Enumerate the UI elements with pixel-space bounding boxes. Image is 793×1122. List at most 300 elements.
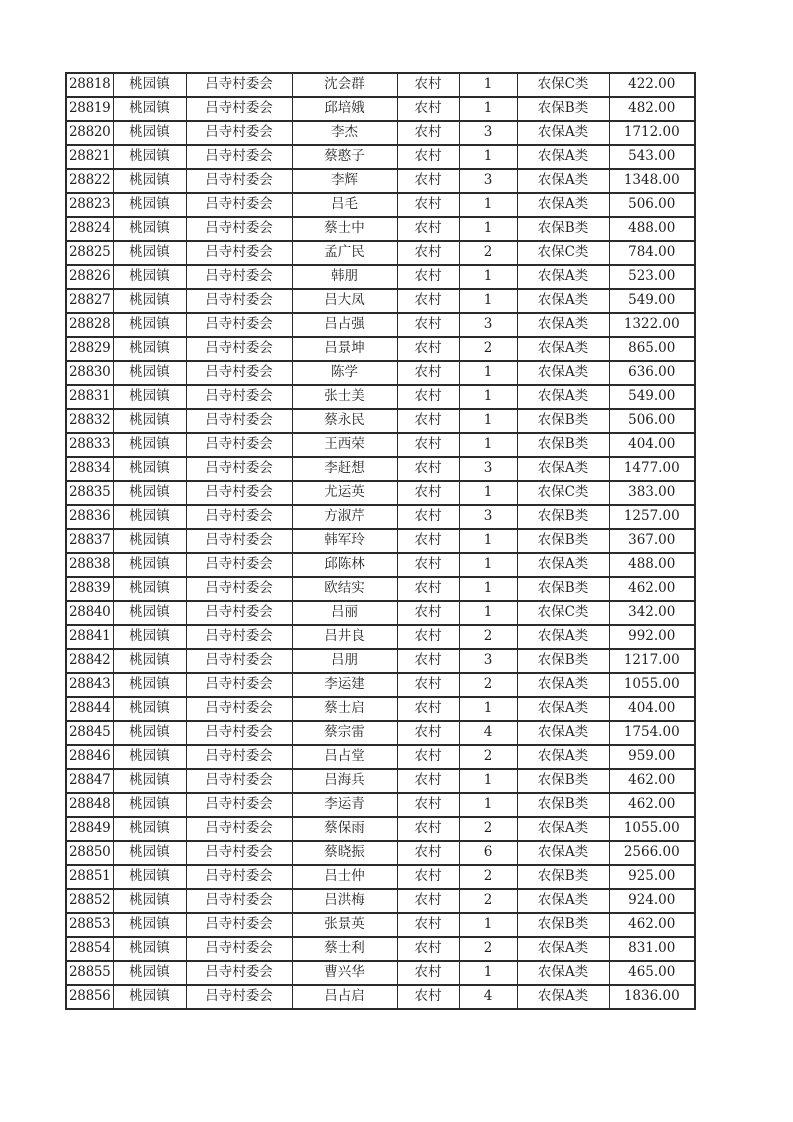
cell-amount: 462.00 bbox=[609, 913, 695, 937]
cell-town: 桃园镇 bbox=[113, 457, 186, 481]
cell-residence: 农村 bbox=[397, 817, 459, 841]
cell-residence: 农村 bbox=[397, 721, 459, 745]
cell-amount: 465.00 bbox=[609, 961, 695, 985]
table-row bbox=[66, 193, 695, 217]
cell-village: 吕寺村委会 bbox=[186, 745, 292, 769]
cell-village: 吕寺村委会 bbox=[186, 361, 292, 385]
cell-town: 桃园镇 bbox=[113, 841, 186, 865]
cell-category: 农保A类 bbox=[517, 841, 609, 865]
cell-amount: 462.00 bbox=[609, 793, 695, 817]
cell-category: 农保A类 bbox=[517, 721, 609, 745]
cell-village: 吕寺村委会 bbox=[186, 505, 292, 529]
cell-amount: 342.00 bbox=[609, 601, 695, 625]
cell-town: 桃园镇 bbox=[113, 385, 186, 409]
cell-town: 桃园镇 bbox=[113, 361, 186, 385]
cell-count: 1 bbox=[459, 697, 517, 721]
cell-count: 3 bbox=[459, 313, 517, 337]
cell-category: 农保A类 bbox=[517, 961, 609, 985]
cell-count: 2 bbox=[459, 937, 517, 961]
cell-name: 吕毛 bbox=[292, 193, 397, 217]
cell-residence: 农村 bbox=[397, 97, 459, 121]
cell-id: 28851 bbox=[66, 865, 113, 889]
cell-village: 吕寺村委会 bbox=[186, 553, 292, 577]
cell-name: 王西荣 bbox=[292, 433, 397, 457]
cell-name: 李辉 bbox=[292, 169, 397, 193]
cell-id: 28831 bbox=[66, 385, 113, 409]
table-row bbox=[66, 121, 695, 145]
cell-village: 吕寺村委会 bbox=[186, 649, 292, 673]
cell-amount: 1348.00 bbox=[609, 169, 695, 193]
cell-town: 桃园镇 bbox=[113, 649, 186, 673]
cell-residence: 农村 bbox=[397, 697, 459, 721]
cell-count: 3 bbox=[459, 649, 517, 673]
cell-count: 2 bbox=[459, 673, 517, 697]
cell-category: 农保B类 bbox=[517, 913, 609, 937]
table-row bbox=[66, 961, 695, 985]
cell-count: 2 bbox=[459, 241, 517, 265]
cell-id: 28835 bbox=[66, 481, 113, 505]
cell-town: 桃园镇 bbox=[113, 601, 186, 625]
cell-name: 孟广民 bbox=[292, 241, 397, 265]
cell-village: 吕寺村委会 bbox=[186, 481, 292, 505]
cell-category: 农保A类 bbox=[517, 673, 609, 697]
cell-amount: 383.00 bbox=[609, 481, 695, 505]
cell-village: 吕寺村委会 bbox=[186, 889, 292, 913]
cell-category: 农保B类 bbox=[517, 505, 609, 529]
cell-residence: 农村 bbox=[397, 169, 459, 193]
cell-amount: 488.00 bbox=[609, 217, 695, 241]
cell-amount: 462.00 bbox=[609, 769, 695, 793]
cell-residence: 农村 bbox=[397, 145, 459, 169]
cell-id: 28847 bbox=[66, 769, 113, 793]
cell-category: 农保B类 bbox=[517, 433, 609, 457]
cell-town: 桃园镇 bbox=[113, 337, 186, 361]
cell-amount: 1055.00 bbox=[609, 817, 695, 841]
cell-category: 农保A类 bbox=[517, 937, 609, 961]
cell-name: 吕海兵 bbox=[292, 769, 397, 793]
cell-name: 沈会群 bbox=[292, 73, 397, 97]
cell-id: 28855 bbox=[66, 961, 113, 985]
cell-town: 桃园镇 bbox=[113, 673, 186, 697]
cell-village: 吕寺村委会 bbox=[186, 457, 292, 481]
cell-residence: 农村 bbox=[397, 625, 459, 649]
cell-id: 28842 bbox=[66, 649, 113, 673]
table-row bbox=[66, 697, 695, 721]
cell-category: 农保A类 bbox=[517, 457, 609, 481]
cell-name: 蔡士启 bbox=[292, 697, 397, 721]
cell-name: 吕占启 bbox=[292, 985, 397, 1009]
cell-id: 28850 bbox=[66, 841, 113, 865]
cell-residence: 农村 bbox=[397, 793, 459, 817]
cell-village: 吕寺村委会 bbox=[186, 217, 292, 241]
cell-count: 2 bbox=[459, 889, 517, 913]
cell-category: 农保A类 bbox=[517, 553, 609, 577]
cell-amount: 925.00 bbox=[609, 865, 695, 889]
cell-village: 吕寺村委会 bbox=[186, 265, 292, 289]
cell-village: 吕寺村委会 bbox=[186, 289, 292, 313]
cell-name: 蔡宗雷 bbox=[292, 721, 397, 745]
cell-residence: 农村 bbox=[397, 433, 459, 457]
cell-residence: 农村 bbox=[397, 841, 459, 865]
cell-residence: 农村 bbox=[397, 193, 459, 217]
cell-amount: 865.00 bbox=[609, 337, 695, 361]
cell-id: 28839 bbox=[66, 577, 113, 601]
payment-table-body bbox=[66, 73, 695, 1009]
cell-village: 吕寺村委会 bbox=[186, 121, 292, 145]
cell-id: 28849 bbox=[66, 817, 113, 841]
cell-category: 农保B类 bbox=[517, 409, 609, 433]
table-row bbox=[66, 73, 695, 97]
cell-name: 韩朋 bbox=[292, 265, 397, 289]
table-row bbox=[66, 385, 695, 409]
cell-count: 1 bbox=[459, 433, 517, 457]
cell-category: 农保A类 bbox=[517, 313, 609, 337]
cell-amount: 422.00 bbox=[609, 73, 695, 97]
cell-name: 吕丽 bbox=[292, 601, 397, 625]
cell-id: 28826 bbox=[66, 265, 113, 289]
cell-count: 1 bbox=[459, 961, 517, 985]
cell-count: 1 bbox=[459, 529, 517, 553]
cell-town: 桃园镇 bbox=[113, 433, 186, 457]
cell-residence: 农村 bbox=[397, 961, 459, 985]
cell-id: 28832 bbox=[66, 409, 113, 433]
cell-amount: 404.00 bbox=[609, 433, 695, 457]
table-row bbox=[66, 913, 695, 937]
table-row bbox=[66, 265, 695, 289]
table-row bbox=[66, 745, 695, 769]
cell-count: 1 bbox=[459, 289, 517, 313]
cell-name: 吕大凤 bbox=[292, 289, 397, 313]
cell-name: 邱培娥 bbox=[292, 97, 397, 121]
cell-town: 桃园镇 bbox=[113, 697, 186, 721]
cell-town: 桃园镇 bbox=[113, 577, 186, 601]
cell-name: 蔡憨子 bbox=[292, 145, 397, 169]
cell-id: 28830 bbox=[66, 361, 113, 385]
cell-id: 28818 bbox=[66, 73, 113, 97]
cell-name: 蔡永民 bbox=[292, 409, 397, 433]
cell-count: 3 bbox=[459, 505, 517, 529]
table-row bbox=[66, 817, 695, 841]
cell-id: 28825 bbox=[66, 241, 113, 265]
cell-name: 蔡士利 bbox=[292, 937, 397, 961]
cell-residence: 农村 bbox=[397, 457, 459, 481]
table-row bbox=[66, 601, 695, 625]
cell-amount: 506.00 bbox=[609, 409, 695, 433]
cell-village: 吕寺村委会 bbox=[186, 937, 292, 961]
cell-town: 桃园镇 bbox=[113, 745, 186, 769]
cell-village: 吕寺村委会 bbox=[186, 313, 292, 337]
cell-category: 农保A类 bbox=[517, 361, 609, 385]
cell-name: 尤运英 bbox=[292, 481, 397, 505]
cell-name: 吕朋 bbox=[292, 649, 397, 673]
cell-village: 吕寺村委会 bbox=[186, 97, 292, 121]
cell-residence: 农村 bbox=[397, 481, 459, 505]
table-row bbox=[66, 937, 695, 961]
cell-id: 28838 bbox=[66, 553, 113, 577]
cell-amount: 636.00 bbox=[609, 361, 695, 385]
cell-category: 农保A类 bbox=[517, 169, 609, 193]
cell-count: 1 bbox=[459, 409, 517, 433]
table-row bbox=[66, 145, 695, 169]
cell-village: 吕寺村委会 bbox=[186, 409, 292, 433]
cell-id: 28843 bbox=[66, 673, 113, 697]
cell-amount: 1712.00 bbox=[609, 121, 695, 145]
cell-name: 欧结实 bbox=[292, 577, 397, 601]
cell-category: 农保B类 bbox=[517, 649, 609, 673]
cell-name: 李运青 bbox=[292, 793, 397, 817]
table-row bbox=[66, 793, 695, 817]
cell-category: 农保C类 bbox=[517, 601, 609, 625]
cell-town: 桃园镇 bbox=[113, 145, 186, 169]
table-row bbox=[66, 529, 695, 553]
cell-category: 农保B类 bbox=[517, 217, 609, 241]
cell-id: 28856 bbox=[66, 985, 113, 1009]
cell-town: 桃园镇 bbox=[113, 961, 186, 985]
cell-id: 28833 bbox=[66, 433, 113, 457]
cell-village: 吕寺村委会 bbox=[186, 673, 292, 697]
cell-town: 桃园镇 bbox=[113, 817, 186, 841]
cell-amount: 2566.00 bbox=[609, 841, 695, 865]
cell-amount: 1477.00 bbox=[609, 457, 695, 481]
table-row bbox=[66, 97, 695, 121]
cell-town: 桃园镇 bbox=[113, 265, 186, 289]
cell-name: 李运建 bbox=[292, 673, 397, 697]
cell-residence: 农村 bbox=[397, 121, 459, 145]
cell-id: 28845 bbox=[66, 721, 113, 745]
cell-town: 桃园镇 bbox=[113, 793, 186, 817]
cell-village: 吕寺村委会 bbox=[186, 697, 292, 721]
cell-town: 桃园镇 bbox=[113, 313, 186, 337]
cell-residence: 农村 bbox=[397, 577, 459, 601]
cell-id: 28846 bbox=[66, 745, 113, 769]
table-row bbox=[66, 409, 695, 433]
cell-count: 1 bbox=[459, 481, 517, 505]
cell-category: 农保A类 bbox=[517, 745, 609, 769]
cell-category: 农保A类 bbox=[517, 817, 609, 841]
cell-residence: 农村 bbox=[397, 769, 459, 793]
cell-town: 桃园镇 bbox=[113, 217, 186, 241]
cell-count: 2 bbox=[459, 745, 517, 769]
cell-count: 2 bbox=[459, 865, 517, 889]
cell-category: 农保B类 bbox=[517, 865, 609, 889]
cell-category: 农保A类 bbox=[517, 337, 609, 361]
cell-town: 桃园镇 bbox=[113, 193, 186, 217]
cell-residence: 农村 bbox=[397, 553, 459, 577]
cell-name: 邱陈林 bbox=[292, 553, 397, 577]
cell-count: 1 bbox=[459, 553, 517, 577]
cell-category: 农保A类 bbox=[517, 625, 609, 649]
cell-residence: 农村 bbox=[397, 745, 459, 769]
cell-count: 3 bbox=[459, 169, 517, 193]
cell-id: 28837 bbox=[66, 529, 113, 553]
cell-amount: 1754.00 bbox=[609, 721, 695, 745]
cell-amount: 784.00 bbox=[609, 241, 695, 265]
cell-id: 28852 bbox=[66, 889, 113, 913]
payment-table bbox=[65, 72, 696, 1010]
cell-amount: 924.00 bbox=[609, 889, 695, 913]
cell-name: 张景英 bbox=[292, 913, 397, 937]
cell-name: 曹兴华 bbox=[292, 961, 397, 985]
cell-village: 吕寺村委会 bbox=[186, 961, 292, 985]
cell-town: 桃园镇 bbox=[113, 889, 186, 913]
cell-residence: 农村 bbox=[397, 889, 459, 913]
cell-town: 桃园镇 bbox=[113, 937, 186, 961]
cell-residence: 农村 bbox=[397, 985, 459, 1009]
cell-category: 农保A类 bbox=[517, 889, 609, 913]
table-row bbox=[66, 169, 695, 193]
cell-name: 吕占堂 bbox=[292, 745, 397, 769]
cell-village: 吕寺村委会 bbox=[186, 817, 292, 841]
cell-town: 桃园镇 bbox=[113, 721, 186, 745]
cell-category: 农保A类 bbox=[517, 265, 609, 289]
cell-category: 农保B类 bbox=[517, 793, 609, 817]
cell-count: 6 bbox=[459, 841, 517, 865]
cell-id: 28834 bbox=[66, 457, 113, 481]
table-row bbox=[66, 889, 695, 913]
table-row bbox=[66, 721, 695, 745]
cell-count: 2 bbox=[459, 625, 517, 649]
cell-id: 28844 bbox=[66, 697, 113, 721]
cell-count: 2 bbox=[459, 337, 517, 361]
cell-count: 1 bbox=[459, 361, 517, 385]
cell-residence: 农村 bbox=[397, 289, 459, 313]
table-row bbox=[66, 481, 695, 505]
cell-count: 4 bbox=[459, 985, 517, 1009]
cell-amount: 367.00 bbox=[609, 529, 695, 553]
cell-count: 1 bbox=[459, 193, 517, 217]
cell-residence: 农村 bbox=[397, 313, 459, 337]
cell-count: 1 bbox=[459, 145, 517, 169]
cell-id: 28822 bbox=[66, 169, 113, 193]
cell-id: 28841 bbox=[66, 625, 113, 649]
table-row bbox=[66, 865, 695, 889]
cell-amount: 1836.00 bbox=[609, 985, 695, 1009]
cell-town: 桃园镇 bbox=[113, 73, 186, 97]
cell-village: 吕寺村委会 bbox=[186, 433, 292, 457]
cell-category: 农保A类 bbox=[517, 145, 609, 169]
cell-village: 吕寺村委会 bbox=[186, 601, 292, 625]
cell-amount: 482.00 bbox=[609, 97, 695, 121]
cell-count: 1 bbox=[459, 97, 517, 121]
cell-town: 桃园镇 bbox=[113, 481, 186, 505]
cell-residence: 农村 bbox=[397, 217, 459, 241]
cell-village: 吕寺村委会 bbox=[186, 241, 292, 265]
cell-name: 蔡保雨 bbox=[292, 817, 397, 841]
cell-village: 吕寺村委会 bbox=[186, 193, 292, 217]
cell-residence: 农村 bbox=[397, 361, 459, 385]
cell-amount: 549.00 bbox=[609, 289, 695, 313]
table-row bbox=[66, 457, 695, 481]
cell-count: 1 bbox=[459, 793, 517, 817]
cell-count: 1 bbox=[459, 265, 517, 289]
cell-town: 桃园镇 bbox=[113, 985, 186, 1009]
cell-residence: 农村 bbox=[397, 865, 459, 889]
cell-name: 吕洪梅 bbox=[292, 889, 397, 913]
table-row bbox=[66, 553, 695, 577]
table-row bbox=[66, 985, 695, 1009]
cell-category: 农保A类 bbox=[517, 697, 609, 721]
cell-id: 28854 bbox=[66, 937, 113, 961]
table-row bbox=[66, 433, 695, 457]
cell-name: 蔡晓振 bbox=[292, 841, 397, 865]
cell-name: 李杰 bbox=[292, 121, 397, 145]
cell-id: 28821 bbox=[66, 145, 113, 169]
cell-id: 28819 bbox=[66, 97, 113, 121]
cell-name: 李赶想 bbox=[292, 457, 397, 481]
cell-count: 1 bbox=[459, 913, 517, 937]
cell-town: 桃园镇 bbox=[113, 169, 186, 193]
cell-village: 吕寺村委会 bbox=[186, 337, 292, 361]
cell-village: 吕寺村委会 bbox=[186, 913, 292, 937]
cell-residence: 农村 bbox=[397, 673, 459, 697]
cell-amount: 543.00 bbox=[609, 145, 695, 169]
cell-amount: 1217.00 bbox=[609, 649, 695, 673]
cell-count: 3 bbox=[459, 121, 517, 145]
cell-amount: 549.00 bbox=[609, 385, 695, 409]
cell-amount: 1257.00 bbox=[609, 505, 695, 529]
cell-name: 张士美 bbox=[292, 385, 397, 409]
cell-town: 桃园镇 bbox=[113, 865, 186, 889]
cell-village: 吕寺村委会 bbox=[186, 841, 292, 865]
cell-town: 桃园镇 bbox=[113, 409, 186, 433]
table-row bbox=[66, 673, 695, 697]
cell-residence: 农村 bbox=[397, 529, 459, 553]
cell-category: 农保B类 bbox=[517, 769, 609, 793]
cell-id: 28848 bbox=[66, 793, 113, 817]
cell-count: 1 bbox=[459, 217, 517, 241]
cell-village: 吕寺村委会 bbox=[186, 169, 292, 193]
cell-residence: 农村 bbox=[397, 241, 459, 265]
cell-residence: 农村 bbox=[397, 601, 459, 625]
table-row bbox=[66, 577, 695, 601]
cell-category: 农保C类 bbox=[517, 481, 609, 505]
cell-category: 农保B类 bbox=[517, 529, 609, 553]
cell-amount: 959.00 bbox=[609, 745, 695, 769]
cell-village: 吕寺村委会 bbox=[186, 625, 292, 649]
cell-town: 桃园镇 bbox=[113, 529, 186, 553]
cell-count: 1 bbox=[459, 73, 517, 97]
cell-id: 28853 bbox=[66, 913, 113, 937]
cell-amount: 1055.00 bbox=[609, 673, 695, 697]
table-row bbox=[66, 241, 695, 265]
cell-category: 农保B类 bbox=[517, 97, 609, 121]
cell-name: 吕占强 bbox=[292, 313, 397, 337]
cell-id: 28824 bbox=[66, 217, 113, 241]
cell-residence: 农村 bbox=[397, 265, 459, 289]
table-row bbox=[66, 505, 695, 529]
cell-count: 2 bbox=[459, 817, 517, 841]
cell-amount: 523.00 bbox=[609, 265, 695, 289]
cell-village: 吕寺村委会 bbox=[186, 529, 292, 553]
cell-id: 28829 bbox=[66, 337, 113, 361]
cell-category: 农保A类 bbox=[517, 289, 609, 313]
cell-count: 1 bbox=[459, 601, 517, 625]
cell-category: 农保A类 bbox=[517, 193, 609, 217]
cell-town: 桃园镇 bbox=[113, 97, 186, 121]
cell-count: 1 bbox=[459, 385, 517, 409]
table-row bbox=[66, 217, 695, 241]
cell-count: 1 bbox=[459, 577, 517, 601]
cell-name: 方淑芹 bbox=[292, 505, 397, 529]
cell-count: 3 bbox=[459, 457, 517, 481]
cell-name: 蔡士中 bbox=[292, 217, 397, 241]
cell-residence: 农村 bbox=[397, 385, 459, 409]
cell-residence: 农村 bbox=[397, 73, 459, 97]
cell-category: 农保C类 bbox=[517, 73, 609, 97]
cell-name: 吕井良 bbox=[292, 625, 397, 649]
cell-category: 农保A类 bbox=[517, 385, 609, 409]
table-row bbox=[66, 289, 695, 313]
